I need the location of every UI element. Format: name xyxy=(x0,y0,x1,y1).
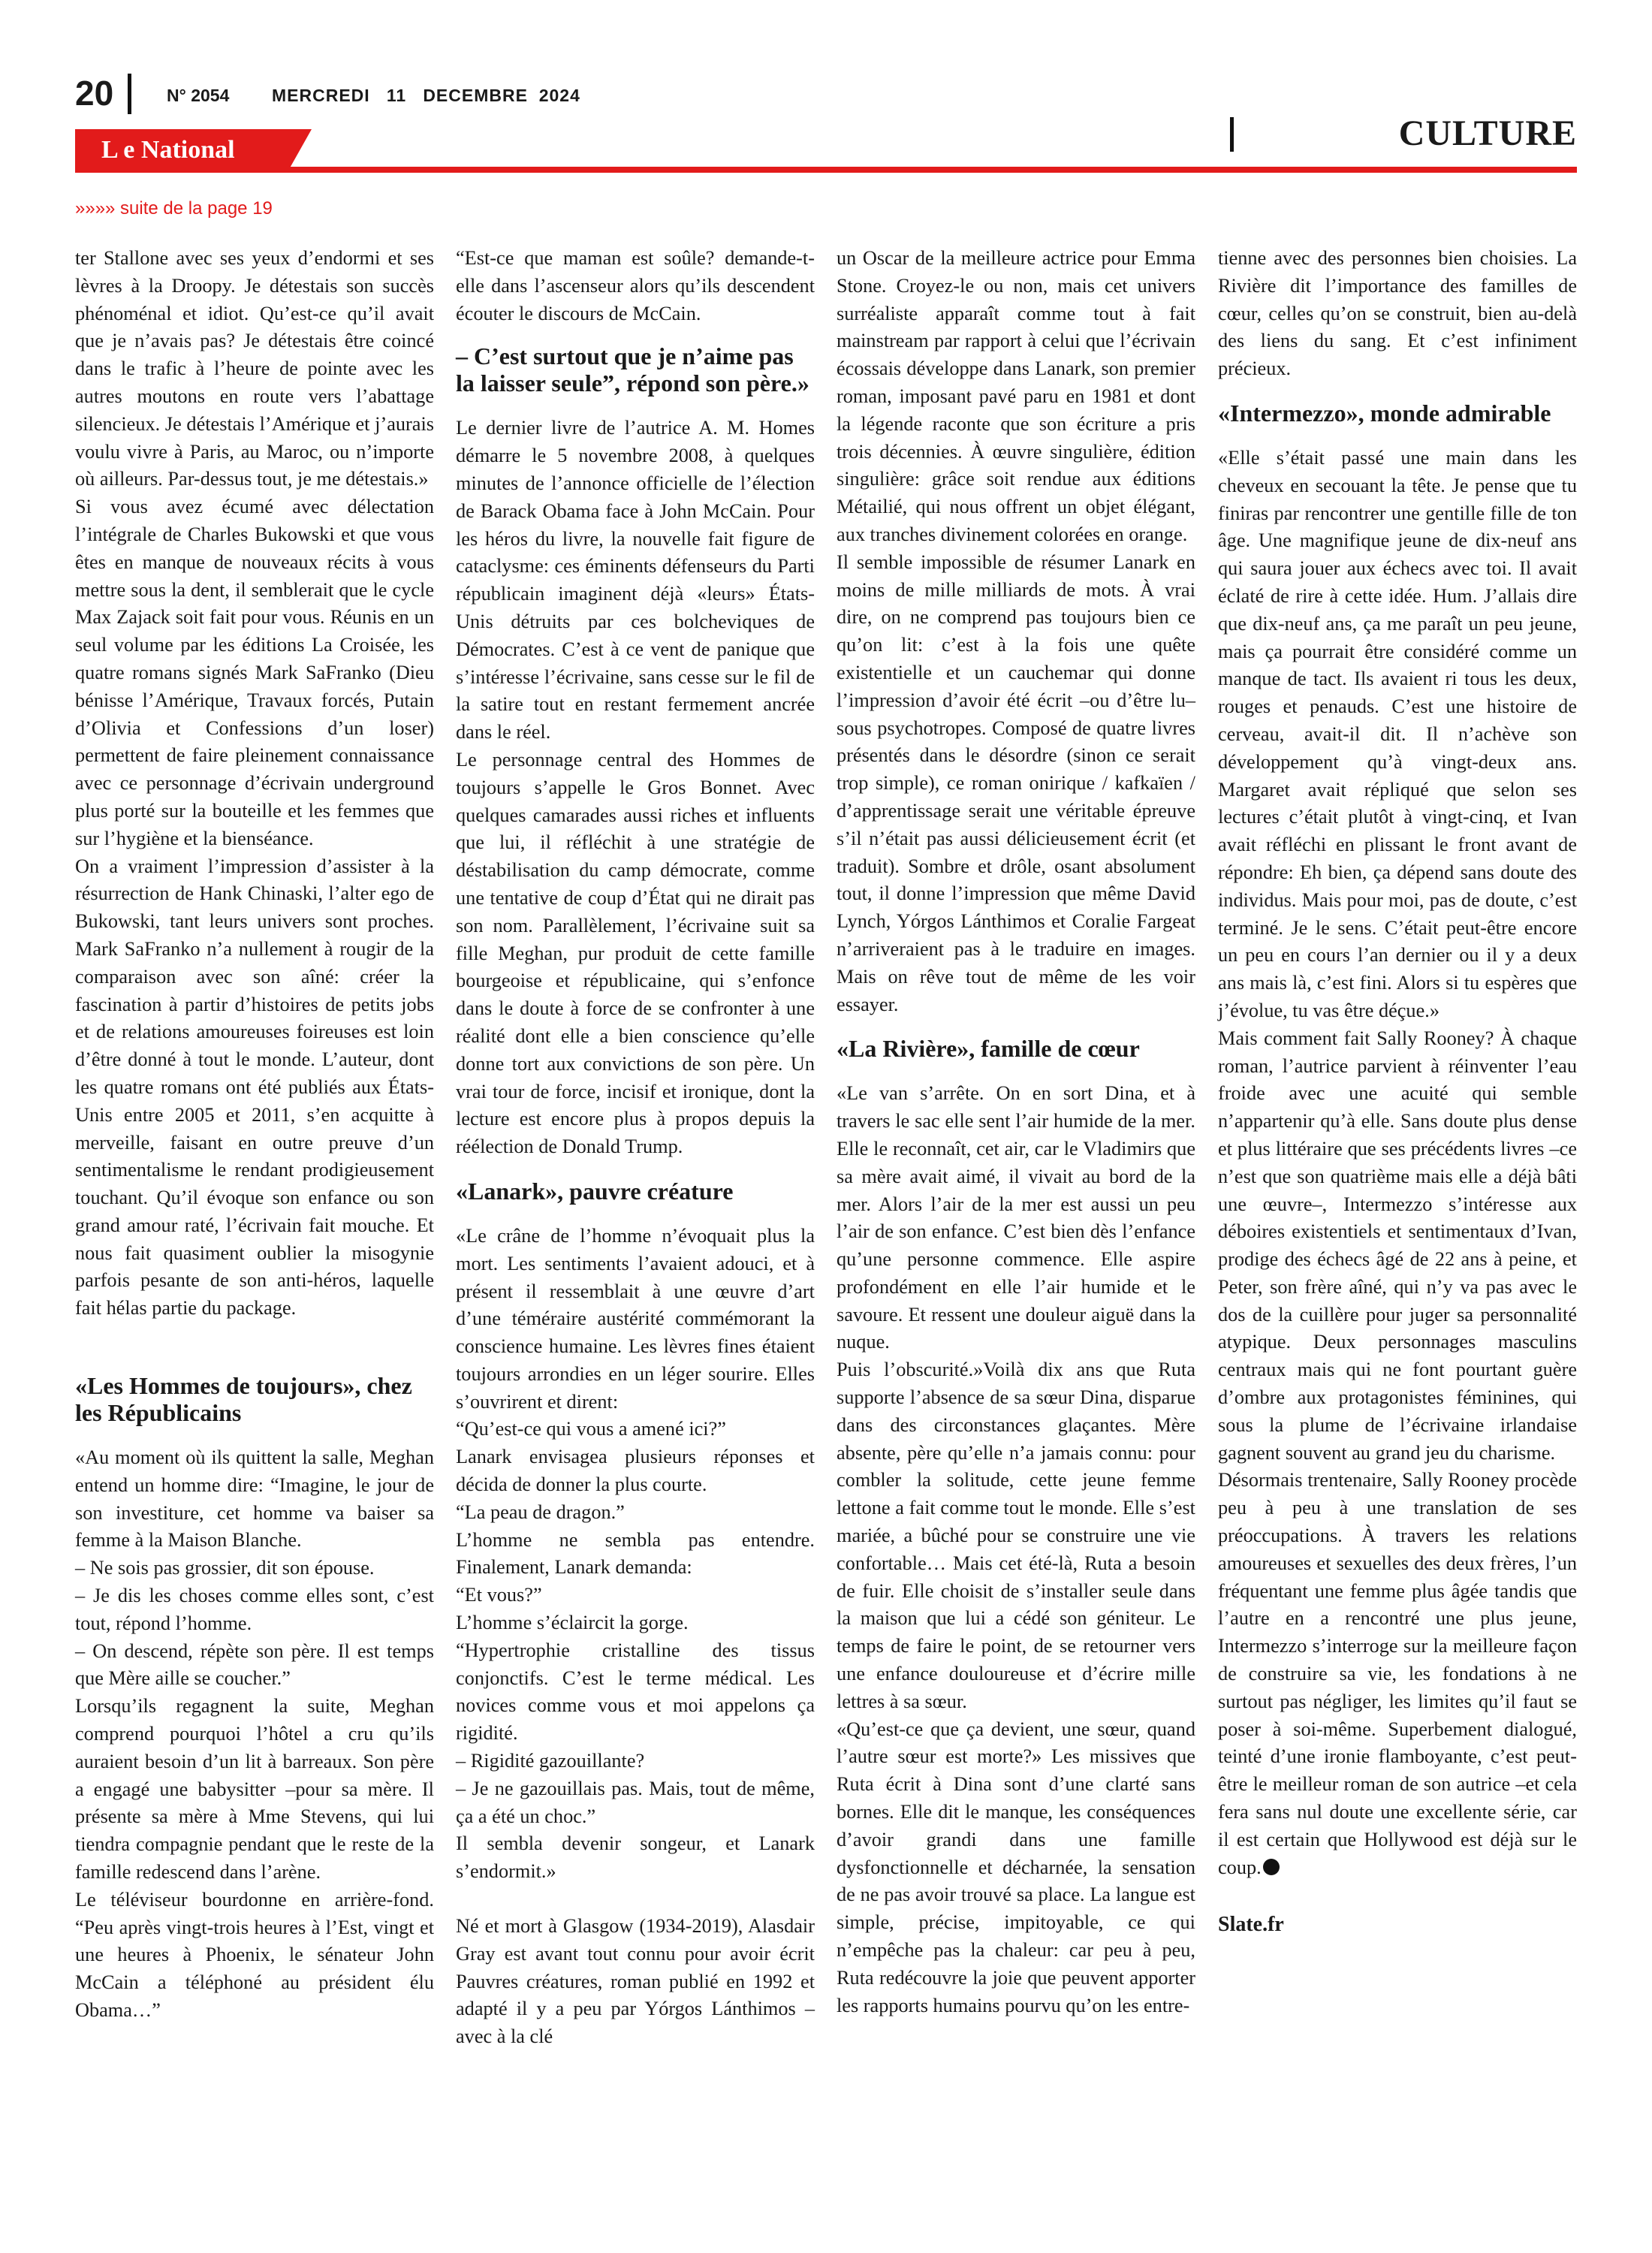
header-divider xyxy=(128,74,131,114)
issue-number: N° 2054 xyxy=(167,86,230,105)
section-heading-la-riviere: «La Rivière», famille de cœur xyxy=(837,1035,1140,1063)
paragraph: – Je ne gazouillais pas. Mais, tout de même, ça a été un choc.” xyxy=(456,1777,815,1827)
paragraph: “Est-ce que maman est soûle? demande-t-elle dans l’ascenseur alors qu’ils descendent écouter le discours de McCain. xyxy=(456,247,815,324)
paragraph: “Qu’est-ce qui vous a amené ici?” xyxy=(456,1418,726,1440)
article-source: Slate.fr xyxy=(1218,1913,1284,1937)
paragraph: Le personnage central des Hommes de toujours s’appelle le Gros Bonnet. Avec quelques camarades aussi riches et influents que lui, il réfléchit à une stratégie de déstabilisation du camp démocrate, comme une tentative de coup d’État qui ne dirait pas son nom. Parallèlement, l’écrivaine suit sa fille Meghan, pur produit de cette famille bourgeoise et républicaine, qui s’enfonce dans le doute à force de se confronter à une réalité dont elle a bien conscience qu’elle donne tort aux convictions de son père. Un vrai tour de force, incisif et ironique, dont la lecture est encore plus à propos depuis la réélection de Donald Trump. xyxy=(456,748,815,1158)
article-column-4 xyxy=(1218,245,1577,1939)
paragraph: «Au moment où ils quittent la salle, Meghan entend un homme dire: “Imagine, le jour de son investiture, cet homme va baiser sa femme à la Maison Blanche. xyxy=(75,1446,434,1552)
article-column-3 xyxy=(837,245,1195,2019)
paragraph-text: Désormais trentenaire, Sally Rooney procède peu à peu à une translation de ses préoccupations. À travers les relations amoureuses et sexuelles des deux frères, l’un fréquentant une femme plus âgée tandis que l’autre en a rencontré une plus jeune, Intermezzo s’interroge sur la meilleure façon de construire sa vie, les fondations à ne surtout pas négliger, les limites qu’il faut se poser à soi-même. Superbement dialogué, teinté d’une ironie flamboyante, c’est peut-être le meilleur roman de son autrice –et cela fera sans nul doute une excellente série, car il est certain que Hollywood est déjà sur le coup. xyxy=(1218,1469,1577,1878)
paragraph: Né et mort à Glasgow (1934-2019), Alasdair Gray est avant tout connu pour avoir écrit Pauvres créatures, roman publié en 1992 et adapté il y a peu par Yórgos Lánthimos –avec à la clé xyxy=(456,1915,815,2048)
section-heading-lanark: «Lanark», pauvre créature xyxy=(456,1177,734,1205)
article-column-1 xyxy=(75,245,434,2025)
brand-name: L e National xyxy=(101,136,235,164)
paragraph: Le téléviseur bourdonne en arrière-fond. “Peu après vingt-trois heures à l’Est, vingt et une heures à Phoenix, le sénateur John McCain a téléphoné au président élu Obama…” xyxy=(75,1888,434,2022)
section-heading-hommes-de-toujours: «Les Hommes de toujours», chez les Républicains xyxy=(75,1372,412,1427)
paragraph: un Oscar de la meilleure actrice pour Emma Stone. Croyez-le ou non, mais cet univers surréaliste apparaît comme tout à fait mainstream par rapport à celui que l’écrivain écossais développe dans Lanark, son premier roman, imposant pavé paru en 1981 et dont la légende raconte que son écriture a pris trois décennies. À œuvre singulière, édition singulière: grâce soit rendue aux éditions Métailié, qui nous offrent un objet élégant, aux tranches divinement colorées en orange. xyxy=(837,247,1195,545)
end-of-article-dot-icon xyxy=(1263,1859,1280,1875)
header-red-rule xyxy=(75,167,1577,173)
paragraph: – Rigidité gazouillante? xyxy=(456,1750,645,1772)
paragraph: tienne avec des personnes bien choisies. La Rivière dit l’importance des familles de cœur, celles qu’on se construit, bien au-delà des liens du sang. Et c’est infiniment précieux. xyxy=(1218,247,1577,380)
paragraph: «Le van s’arrête. On en sort Dina, et à travers le sac elle sent l’air humide de la mer. Elle le reconnaît, cet air, car le Vladimirs que sa mère avait aimé, il vivait au bord de la mer. Alors l’air de la mer est aussi un peu l’air de son enfance. C’est bien dès l’enfance qu’une personne commence. Elle aspire profondément en elle l’air humide et le savoure. Et ressent une douleur aiguë dans la nuque. xyxy=(837,1082,1195,1353)
paragraph: – Ne sois pas grossier, dit son épouse. xyxy=(75,1557,375,1579)
paragraph: Lorsqu’ils regagnent la suite, Meghan comprend pourquoi l’hôtel a cru qu’ils auraient besoin d’un lit à barreaux. Son père a engagé une babysitter –pour sa mère. Il présente sa mère à Mme Stevens, qui lui tiendra compagnie pendant que le reste de la famille redescend dans l’arène. xyxy=(75,1695,434,1884)
paragraph: Il semble impossible de résumer Lanark en moins de mille milliards de mots. À vrai dire, on ne comprend pas toujours bien ce qu’on lit: c’est à la fois une quête existentielle et un cauchemar qui donne l’impression d’avoir été écrit –ou d’être lu– sous psychotropes. Composé de quatre livres présentés dans le désordre (sinon ce serait trop simple), ce roman onirique / kafkaïen / d’apprentissage serait une véritable épreuve s’il n’était pas aussi délicieusement écrit (et traduit). Sombre et drôle, osant absolument tout, il donne l’impression que même David Lynch, Yórgos Lánthimos et Coralie Fargeat n’arriveraient pas à le traduire en images. Mais on rêve tout de même de les voir essayer. xyxy=(837,550,1195,1015)
paragraph: “Et vous?” xyxy=(456,1584,542,1606)
section-heading-quote: – C’est surtout que je n’aime pas la laisser seule”, répond son père.» xyxy=(456,342,809,397)
paragraph: Si vous avez écumé avec délectation l’intégrale de Charles Bukowski et que vous êtes en manque de nouveaux récits à vous mettre sous la dent, il semblerait que le cycle Max Zajack soit fait pour vous. Réunis en un seul volume par les éditions La Croisée, les quatre romans signés Mark SaFranko (Dieu bénisse l’Amérique, Travaux forcés, Putain d’Olivia et Confessions d’un loser) permettent de faire pleinement connaissance avec ce personnage d’écrivain underground plus porté sur la bouteille et les femmes que sur l’hygiène et la bienséance. xyxy=(75,496,434,849)
paragraph: ter Stallone avec ses yeux d’endormi et ses lèvres à la Droopy. Je détestais son succès phénoménal et idiot. Qu’est-ce qu’il avait que je n’avais pas? Je détestais être coincé dans le trafic à l’heure de pointe avec les autres moutons en route vers l’abattage silencieux. Je détestais l’Amérique et j’aurais voulu vivre à Paris, au Maroc, ou n’importe où ailleurs. Par-dessus tout, je me détestais.» xyxy=(75,247,434,490)
paragraph: Mais comment fait Sally Rooney? À chaque roman, l’autrice parvient à réinventer l’eau froide avec une acuité qui semble n’appartenir qu’à elle. Sans doute plus dense et plus littéraire que ses précédents livres –ce n’est que son quatrième mais elle a déjà bâti une œuvre–, Intermezzo s’intéresse aux déboires existentiels et sentimentaux d’Ivan, prodige des échecs âgé de 22 ans à peine, et Peter, son frère aîné, qui n’y va pas avec le dos de la cuillère pour juger sa personnalité atypique. Deux personnages masculins centraux mais qui ne font pourtant guère d’ombre aux protagonistes féminines, qui sous la plume de l’écrivaine irlandaise gagnent souvent au grand jeu du charisme. xyxy=(1218,1027,1577,1464)
paragraph xyxy=(1218,1467,1577,1881)
paragraph: Il sembla devenir songeur, et Lanark s’endormit.» xyxy=(456,1832,815,1883)
paragraph: – Je dis les choses comme elles sont, c’est tout, répond l’homme. xyxy=(75,1585,434,1634)
paragraph: L’homme s’éclaircit la gorge. xyxy=(456,1612,689,1634)
paragraph: On a vraiment l’impression d’assister à la résurrection de Hank Chinaski, l’alter ego de Bukowski, tant leurs univers sont proches. Mark SaFranko n’a nullement à rougir de la comparaison avec son aîné: créer la fascination à partir d’histoires de petits jobs et de relations amoureuses foireuses est loin d’être donné à tout le monde. L’auteur, dont les quatre romans ont été publiés aux États-Unis entre 2005 et 2011, s’en acquitte à merveille, faisant en outre preuve d’un sentimentalisme le rendant prodigieusement touchant. Qu’il évoque son enfance ou son grand amour raté, l’écrivain fait mouche. Et nous fait quasiment oublier la misogynie parfois pesante de son anti-héros, laquelle fait hélas partie du package. xyxy=(75,855,434,1320)
section-heading-intermezzo: «Intermezzo», monde admirable xyxy=(1218,399,1551,427)
paragraph: L’homme ne sembla pas entendre. Finalement, Lanark demanda: xyxy=(456,1528,815,1579)
article-column-2 xyxy=(456,245,815,2051)
paragraph: “La peau de dragon.” xyxy=(456,1500,625,1523)
section-divider xyxy=(1230,117,1234,152)
paragraph: Lanark envisagea plusieurs réponses et décida de donner la plus courte. xyxy=(456,1446,815,1496)
page-number: 20 xyxy=(75,74,114,113)
continued-from-link[interactable]: »»»» suite de la page 19 xyxy=(75,198,273,219)
issue-date: MERCREDI 11 DECEMBRE 2024 xyxy=(272,86,580,105)
paragraph: Le dernier livre de l’autrice A. M. Homes démarre le 5 novembre 2008, à quelques minutes de l’annonce officielle de l’élection de Barack Obama face à John McCain. Pour les héros du livre, la nouvelle fait figure de cataclysme: ces éminents défenseurs du Parti républicain imaginent déjà «leurs» États-Unis détruits par ces bolcheviques de Démocrates. C’est à ce vent de panique que s’intéresse l’écrivaine, sans cesse sur le fil de la satire tout en restant fermement ancrée dans le réel. xyxy=(456,417,815,743)
paragraph: “Hypertrophie cristalline des tissus conjonctifs. C’est le terme médical. Les novices comme vous et moi appelons ça rigidité. xyxy=(456,1639,815,1745)
paragraph: Puis l’obscurité.»Voilà dix ans que Ruta supporte l’absence de sa sœur Dina, disparue dans des circonstances glaçantes. Mère absente, père qu’elle n’a jamais connu: pour combler la solitude, cette jeune femme lettone a fait comme tout le monde. Elle s’est mariée, a bûché pour se construire une vie confortable… Mais cet été-là, Ruta a besoin de fuir. Elle choisit de s’installer seule dans la maison que lui a cédé son géniteur. Le temps de faire le point, de se retourner vers une enfance douloureuse et d’écrire mille lettres à sa sœur. xyxy=(837,1359,1195,1712)
section-name: CULTURE xyxy=(1398,113,1577,153)
paragraph: «Le crâne de l’homme n’évoquait plus la mort. Les sentiments l’avaient adouci, et à présent il ressemblait à une œuvre d’art d’une téméraire austérité commémorant la conscience humaine. Les lèvres fines étaient toujours arrondies en un léger sourire. Elles s’ouvrirent et dirent: xyxy=(456,1224,815,1413)
paragraph: – On descend, répète son père. Il est temps que Mère aille se coucher.” xyxy=(75,1639,434,1690)
paragraph: «Qu’est-ce que ça devient, une sœur, quand l’autre sœur est morte?» Les missives que Ruta écrit à Dina sont d’une clarté sans bornes. Elle dit le manque, les conséquences d’avoir grandi dans une famille dysfonctionnelle et décharnée, la sensation de ne pas avoir trouvé sa place. La langue est simple, précise, impitoyable, ce qui n’empêche pas la chaleur: car peu à peu, Ruta redécouvre la joie que peuvent apporter les rapports humains pourvu qu’on les entre- xyxy=(837,1718,1195,2016)
paragraph: «Elle s’était passé une main dans les cheveux en secouant la tête. Je pense que tu finiras par rencontrer une gentille fille de ton âge. Une magnifique jeune de dix-neuf ans qui saura jouer aux échecs avec toi. Il avait éclaté de rire à cette idée. Hum. J’allais dire que dix-neuf ans, ça me paraît un peu jeune, mais ça pourrait être considéré comme un manque de tact. Ils avaient ri tous les deux, rouges et penauds. C’est une histoire de cerveau, avait-il dit. Il n’achève son développement qu’à vingt-deux ans. Margaret avait répliqué que selon ses lectures c’était plutôt à vingt-cinq, et Ivan avait réfléchi en plissant le front avant de répondre: Eh bien, ça dépend sans doute des individus. Mais pour moi, pas de doute, c’est terminé. Je le sens. C’était peut-être encore un peu en cours l’an dernier ou il y a deux ans mais là, c’est fini. Alors si tu espères que j’évolue, tu vas être déçue.» xyxy=(1218,446,1577,1021)
